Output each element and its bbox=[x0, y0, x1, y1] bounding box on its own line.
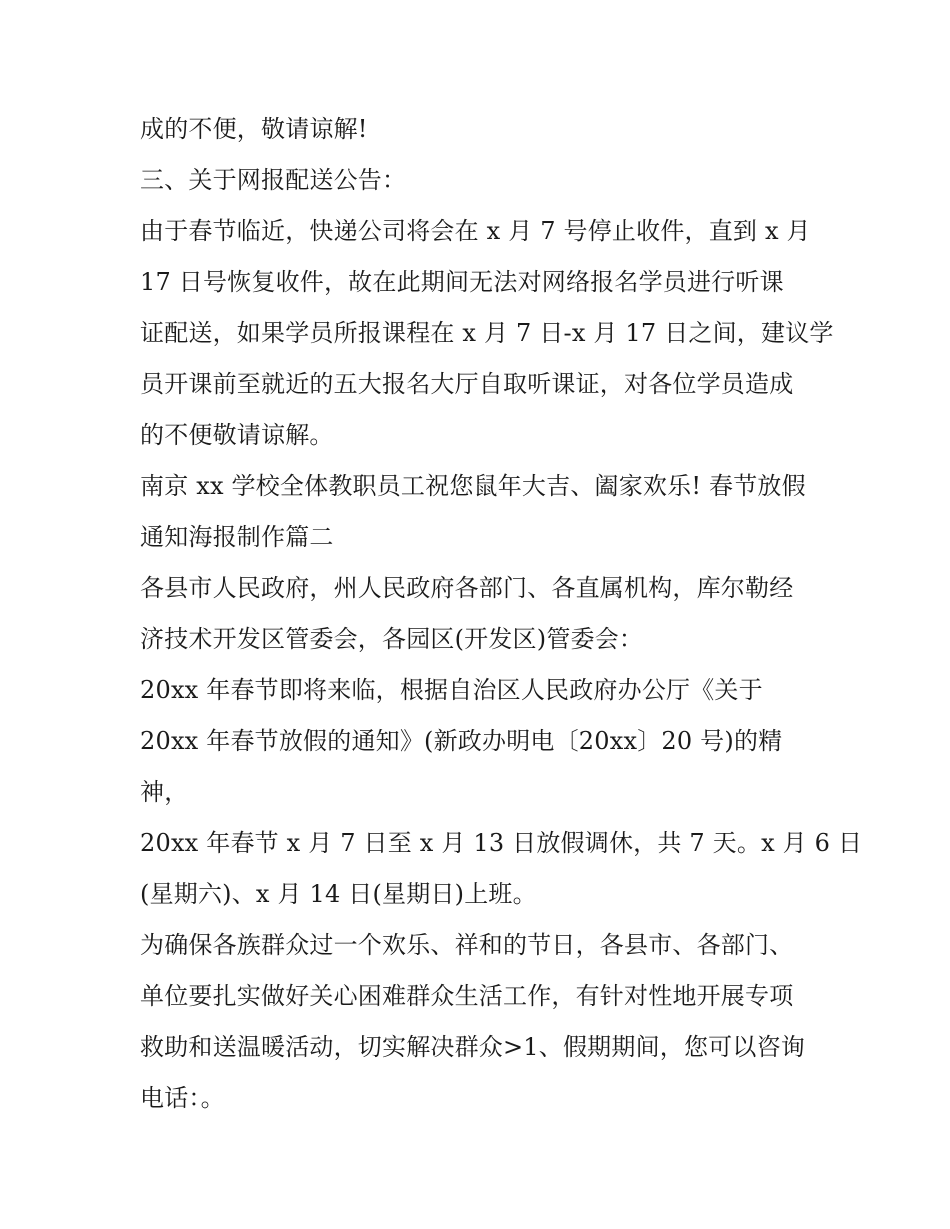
section-heading: 三、关于网报配送公告： bbox=[140, 166, 407, 194]
section-title: 通知海报制作篇二 bbox=[140, 523, 334, 551]
text-line: 20xx 年春节放假的通知》(新政办明电〔20xx〕20 号)的精 bbox=[140, 727, 783, 755]
text-line: 济技术开发区管委会，各园区(开发区)管委会： bbox=[140, 625, 644, 653]
text-line: 各县市人民政府，州人民政府各部门、各直属机构，库尔勒经 bbox=[140, 574, 794, 602]
text-line: 单位要扎实做好关心困难群众生活工作，有针对性地开展专项 bbox=[140, 982, 794, 1010]
text-line: 员开课前至就近的五大报名大厅自取听课证，对各位学员造成 bbox=[140, 370, 794, 398]
document-body bbox=[140, 104, 863, 1124]
text-line: 由于春节临近，快递公司将会在 x 月 7 号停止收件，直到 x 月 bbox=[140, 217, 811, 245]
text-line: 20xx 年春节即将来临，根据自治区人民政府办公厅《关于 bbox=[140, 676, 763, 704]
text-line: 的不便敬请谅解。 bbox=[140, 421, 334, 449]
text-line: 20xx 年春节 x 月 7 日至 x 月 13 日放假调休，共 7 天。x 月 6 日 bbox=[140, 829, 863, 857]
text-line: 17 日号恢复收件，故在此期间无法对网络报名学员进行听课 bbox=[140, 268, 784, 296]
text-line: 成的不便，敬请谅解! bbox=[140, 115, 368, 143]
text-line: 南京 xx 学校全体教职员工祝您鼠年大吉、阖家欢乐! 春节放假 bbox=[140, 472, 806, 500]
text-line: 神， bbox=[140, 778, 189, 806]
text-line: (星期六)、x 月 14 日(星期日)上班。 bbox=[140, 880, 537, 908]
text-line: 证配送，如果学员所报课程在 x 月 7 日-x 月 17 日之间，建议学 bbox=[140, 319, 834, 347]
text-line: 电话：。 bbox=[140, 1084, 225, 1112]
text-line: 救助和送温暖活动，切实解决群众>1、假期期间，您可以咨询 bbox=[140, 1033, 805, 1061]
text-line: 为确保各族群众过一个欢乐、祥和的节日，各县市、各部门、 bbox=[140, 931, 794, 959]
